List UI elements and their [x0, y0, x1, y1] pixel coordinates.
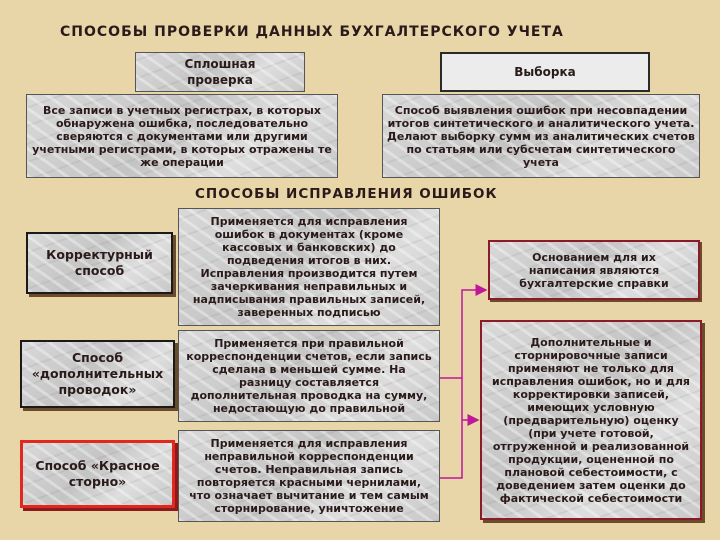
full-check-description: Все записи в учетных регистрах, в которых обнаружена ошибка, последовательно сверяются с документами или другими учетными регистрами, в которых отражены те же операции	[32, 103, 332, 169]
method-additional-entries-description: Применяется при правильной корреспонденции счетов, если запись сделана в меньшей сумме. На разницу составляется дополнительная проводка на сумму, недостающую до правильной	[186, 337, 432, 415]
additional-note-box	[480, 320, 702, 520]
sample-label: Выборка	[514, 65, 576, 79]
full-check-label: Сплошная проверка	[184, 57, 256, 87]
sample-description-box	[382, 94, 700, 178]
basis-note: Основанием для их написания являются бухгалтерские справки	[519, 250, 669, 290]
sample-description: Способ выявления ошибок при несовпадении итогов синтетического и аналитического учета. Делают выборку сумм из аналитических счетов по статьям или субсчетам синтетического учета	[387, 103, 695, 169]
method-red-storno-description: Применяется для исправления неправильной корреспонденции счетов. Неправильная запись повторяется красными чернилами, что означает вычитание и тем самым сторнирование, уничтожение	[189, 437, 429, 515]
method-additional-entries-label-box	[20, 340, 175, 408]
method-red-storno-description-box	[178, 430, 440, 522]
method-correction-label-box	[26, 232, 173, 294]
method-additional-entries-description-box	[178, 330, 440, 422]
method-additional-entries-label: Способ «дополнительных проводок»	[31, 350, 164, 397]
page-title: СПОСОБЫ ПРОВЕРКИ ДАННЫХ БУХГАЛТЕРСКОГО УЧЕТА	[60, 24, 564, 40]
method-red-storno-label: Способ «Красное сторно»	[35, 458, 160, 489]
additional-note: Дополнительные и сторнировочные записи применяют не только для исправления ошибок, но и для корректировки записей, имеющих условную (предварительную) оценку (при учете готовой, отгруженной и реализованной продукции, оцененной по плановой себестоимости, с доведением затем оценки до фактической себестоимости	[492, 335, 690, 505]
method-correction-label: Корректурный способ	[46, 247, 153, 278]
method-correction-description: Применяется для исправления ошибок в документах (кроме кассовых и банковских) до подведения итогов в них. Исправления производится путем зачеркивания неправильных и надписывания правильных записей, заверенных подписью	[192, 215, 426, 319]
line-storno-branch	[440, 378, 462, 478]
sample-label-box	[440, 52, 650, 92]
basis-note-box	[488, 240, 700, 300]
correction-title: СПОСОБЫ ИСПРАВЛЕНИЯ ОШИБОК	[195, 186, 498, 202]
method-red-storno-label-box	[20, 440, 175, 508]
full-check-description-box	[26, 94, 338, 178]
method-correction-description-box	[178, 208, 440, 326]
full-check-label-box	[135, 52, 305, 92]
